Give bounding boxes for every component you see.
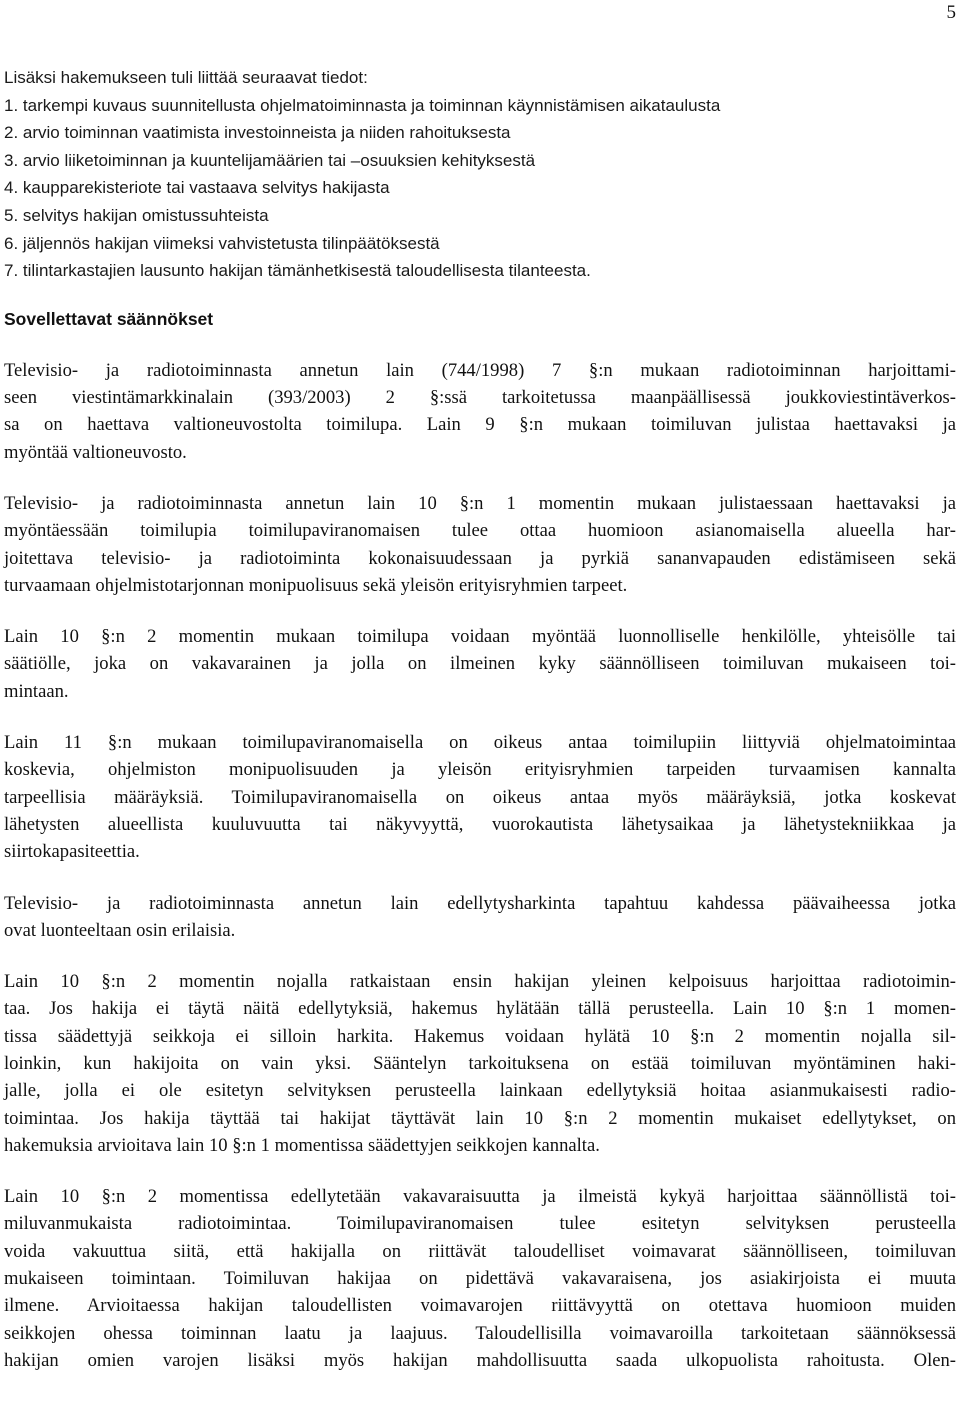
paragraph-6	[4, 968, 956, 1159]
section-heading: Sovellettavat säännökset	[4, 308, 214, 329]
paragraph-1	[4, 357, 956, 466]
paragraph-line: seen viestintämarkkinalain (393/2003) 2 §:ssä tarkoitetussa maanpäällisessä joukkoviestintäverkos-	[4, 387, 956, 409]
paragraph-line: turvaamaan ohjelmistotarjonnan monipuolisuus sekä yleisön erityisryhmien tarpeet.	[4, 574, 628, 596]
attachments-section	[4, 64, 956, 285]
paragraph-line: seikkojen ohessa toiminnan laatu ja laajuus. Taloudellisilla voimavaroilla tarkoitetaan säännöksessä	[4, 1322, 956, 1344]
paragraph-line: ovat luonteeltaan osin erilaisia.	[4, 919, 236, 941]
paragraph-line: ilmene. Arvioitaessa hakijan taloudellisten voimavarojen riittävyyttä on otettava huomioon muiden	[4, 1295, 956, 1317]
paragraph-line: Televisio- ja radiotoiminnasta annetun lain (744/1998) 7 §:n mukaan radiotoiminnan harjoittami-	[4, 359, 956, 381]
paragraph-line: Televisio- ja radiotoiminnasta annetun lain edellytysharkinta tapahtuu kahdessa päävaiheessa jotka	[4, 892, 956, 914]
paragraph-line: taa. Jos hakija ei täytä näitä edellytyksiä, hakemus hylätään tällä perusteella. Lain 10 §:n 1 momen-	[4, 998, 956, 1020]
paragraph-line: hakijan omien varojen lisäksi myös hakijan mahdollisuutta saada ulkopuolista rahoitusta. Olen-	[4, 1349, 956, 1371]
paragraph-line: koskevia, ohjelmiston monipuolisuuden ja yleisön erityisryhmien tarpeiden turvaamisen kannalta	[4, 759, 956, 781]
attachments-lead: Lisäksi hakemukseen tuli liittää seuraavat tiedot:	[4, 68, 368, 87]
paragraph-2	[4, 490, 956, 599]
paragraph-line: loinkin, kun hakijoita on vain yksi. Sääntelyn tarkoituksena on estää toimiluvan myöntäminen haki-	[4, 1052, 956, 1074]
paragraph-7	[4, 1183, 956, 1374]
paragraph-line: joitettava televisio- ja radiotoiminta kokonaisuudessaan ja pyrkiä sananvapauden edistämiseen sekä	[4, 547, 956, 569]
paragraph-line: toimintaa. Jos hakija täyttää tai hakijat täyttävät lain 10 §:n 2 momentin mukaiset edellytykset, on	[4, 1107, 956, 1129]
paragraph-line: miluvanmukaista radiotoimintaa. Toimilupaviranomaisen tulee esitetyn selvityksen perusteella	[4, 1213, 956, 1235]
paragraphs	[4, 357, 956, 1375]
paragraph-line: siirtokapasiteettia.	[4, 841, 140, 863]
paragraph-line: mintaan.	[4, 680, 69, 702]
paragraph-line: tissa säädettyjä seikkoja ei silloin harkita. Hakemus voidaan hylätä 10 §:n 2 momentin nojalla sil-	[4, 1025, 956, 1047]
attachment-item-4: 4. kaupparekisteriote tai vastaava selvitys hakijasta	[4, 178, 390, 198]
paragraph-line: Lain 11 §:n mukaan toimilupaviranomaisella on oikeus antaa toimilupiin liittyviä ohjelmatoimintaa	[4, 732, 956, 754]
paragraph-line: tarpeellisia määräyksiä. Toimilupaviranomaisella on oikeus antaa myös määräyksiä, jotka koskevat	[4, 786, 956, 808]
document-body	[4, 64, 956, 1398]
paragraph-line: Lain 10 §:n 2 momentin mukaan toimilupa voidaan myöntää luonnolliselle henkilölle, yhteisölle tai	[4, 626, 956, 648]
paragraph-line: sa on haettava valtioneuvostolta toimilupa. Lain 9 §:n mukaan toimiluvan julistaa haettavaksi ja	[4, 414, 956, 436]
attachment-item-2: 2. arvio toiminnan vaatimista investoinneista ja niiden rahoituksesta	[4, 123, 511, 143]
paragraph-line: lähetysten alueellista kuuluvuutta tai näkyvyyttä, vuorokautista lähetysaikaa ja lähetystekniikkaa ja	[4, 813, 956, 835]
attachment-item-5: 5. selvitys hakijan omistussuhteista	[4, 205, 269, 225]
paragraph-5	[4, 890, 956, 945]
paragraph-line: säätiölle, joka on vakavarainen ja jolla on ilmeinen kyky säännölliseen toimiluvan mukaiseen toi-	[4, 653, 956, 675]
paragraph-line: Lain 10 §:n 2 momentin nojalla ratkaistaan ensin hakijan yleinen kelpoisuus harjoittaa radiotoimin-	[4, 971, 956, 993]
attachment-item-6: 6. jäljennös hakijan viimeksi vahvistetusta tilinpäätöksestä	[4, 233, 440, 253]
paragraph-line: myöntää valtioneuvosto.	[4, 441, 187, 463]
paragraph-line: mukaiseen toimintaan. Toimiluvan hakijaa on pidettävä vakavaraisena, jos asiakirjoista ei muuta	[4, 1268, 956, 1290]
paragraph-3	[4, 623, 956, 705]
paragraph-line: hakemuksia arvioitava lain 10 §:n 1 momentissa säädettyjen seikkojen kannalta.	[4, 1134, 600, 1156]
attachment-item-7: 7. tilintarkastajien lausunto hakijan tämänhetkisestä taloudellisesta tilanteesta.	[4, 261, 591, 281]
attachment-item-3: 3. arvio liiketoiminnan ja kuuntelijamäärien tai –osuuksien kehityksestä	[4, 150, 536, 170]
paragraph-line: jalle, jolla ei ole esitetyn selvityksen perusteella lainkaan edellytyksiä hoitaa asianmukaisesti radio-	[4, 1080, 956, 1102]
paragraph-line: voida vakuuttua siitä, että hakijalla on riittävät taloudelliset voimavarat säännölliseen, toimiluvan	[4, 1240, 956, 1262]
paragraph-line: Televisio- ja radiotoiminnasta annetun lain 10 §:n 1 momentin mukaan julistaessaan haettavaksi ja	[4, 492, 956, 514]
page-number: 5	[946, 2, 956, 23]
paragraph-line: Lain 10 §:n 2 momentissa edellytetään vakavaraisuutta ja ilmeistä kykyä harjoittaa säännöllistä toi-	[4, 1186, 956, 1208]
attachment-item-1: 1. tarkempi kuvaus suunnitellusta ohjelmatoiminnasta ja toiminnan käynnistämisen aikataulusta	[4, 95, 721, 115]
paragraph-line: myöntäessään toimilupia toimilupaviranomaisen tulee ottaa huomioon asianomaisella alueella har-	[4, 520, 956, 542]
paragraph-4	[4, 729, 956, 865]
